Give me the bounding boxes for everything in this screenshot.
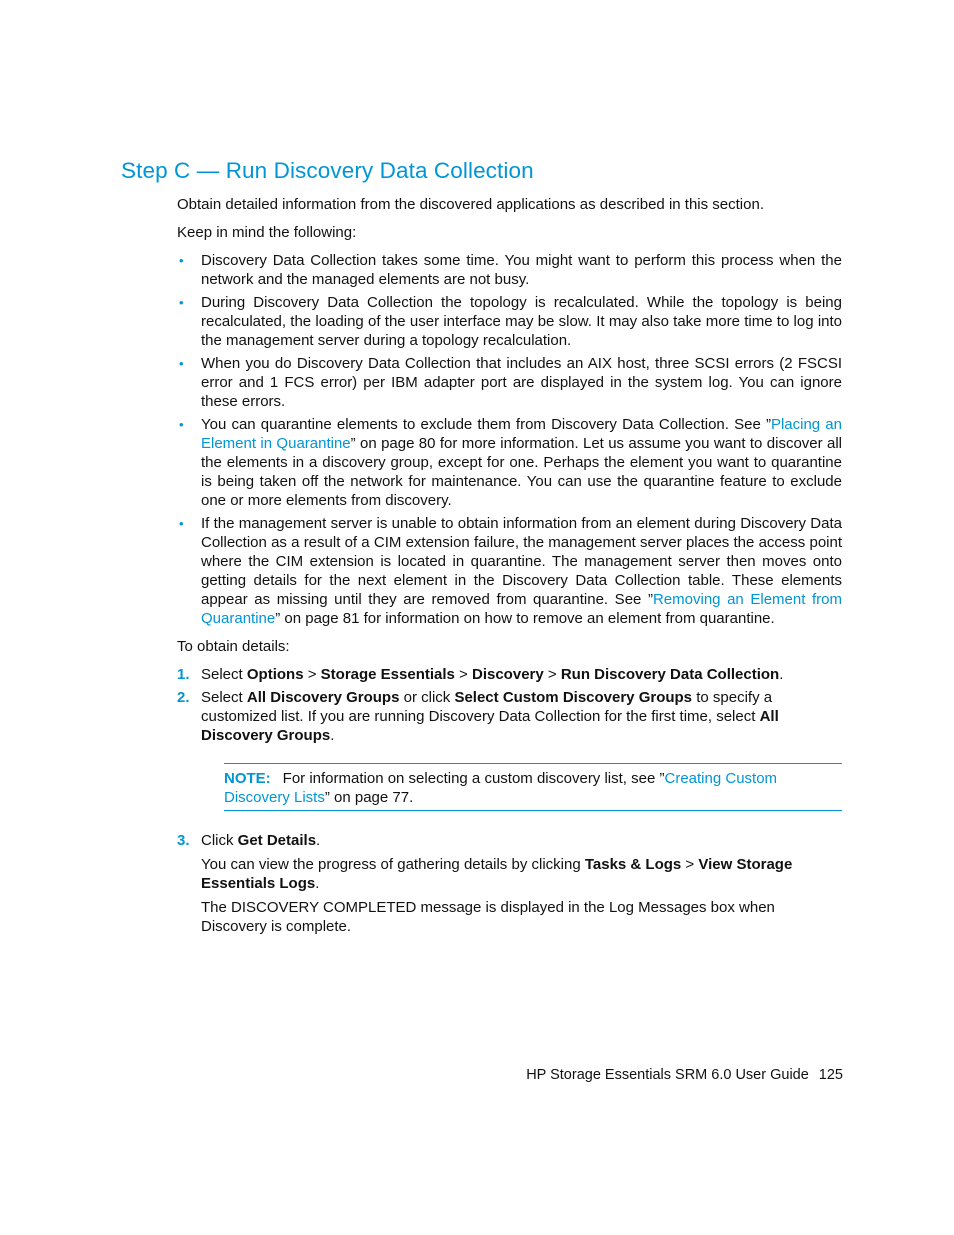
step-text: You can view the progress of gathering details by clicking (201, 856, 581, 873)
to-obtain-paragraph: To obtain details: (177, 638, 290, 655)
menu-run-discovery-data-collection: Run Discovery Data Collection (560, 666, 780, 683)
menu-view-storage-essentials-logs: View Storage Essentials Logs (201, 856, 793, 892)
step-text: to specify a customized list. If you are running Discovery Data Collection for the first time, select (201, 689, 773, 725)
bullet-icon: • (179, 295, 184, 310)
section-body (177, 195, 842, 940)
bullet-icon: • (179, 516, 184, 531)
step-item: 2. Select All Discovery Groups or click Select Custom Discovery Groups to specify a customized list. If you are running Discovery Data Collection for the first time, select All Discovery Groups. (177, 689, 779, 744)
option-all-discovery-groups: All Discovery Groups (201, 708, 779, 744)
step-number: 2. (177, 689, 190, 706)
step-item: 3. Click Get Details. You can view the progress of gathering details by clicking Tasks & Logs > View Storage Essentials Logs. The DISCOVERY COMPLETED message is displayed in the Log Messages box when Discovery is complete. (177, 831, 842, 936)
option-select-custom-discovery-groups: Select Custom Discovery Groups (454, 689, 693, 706)
menu-storage-essentials: Storage Essentials (320, 666, 455, 683)
list-item (177, 415, 842, 510)
placing-element-in-quarantine-link[interactable]: Placing an Element in Quarantine (201, 416, 842, 452)
step-text: or click (403, 689, 451, 706)
option-all-discovery-groups: All Discovery Groups (246, 689, 400, 706)
steps-list-continued (177, 831, 842, 936)
bullet-text-post: ” on page 81 for information on how to remove an element from quarantine. (275, 610, 775, 627)
bullet-text: During Discovery Data Collection the topology is recalculated. While the topology is being recalculated, the loading of the user interface may be slow. It may also take more time to log into the management server during a topology recalculation. (201, 294, 842, 349)
step-subparagraph: The DISCOVERY COMPLETED message is displayed in the Log Messages box when Discovery is complete. (201, 899, 775, 935)
step-text: Click (201, 832, 234, 849)
creating-custom-discovery-lists-link[interactable]: Creating Custom Discovery Lists (224, 770, 778, 806)
menu-options: Options (246, 666, 304, 683)
step-subparagraph: You can view the progress of gathering details by clicking Tasks & Logs > View Storage Essentials Logs. (201, 856, 793, 892)
bullet-text: Discovery Data Collection takes some time. You might want to perform this process when the network and the managed elements are not busy. (201, 252, 842, 288)
page-number: 125 (818, 1067, 843, 1083)
page-footer (526, 1067, 843, 1083)
bullet-icon: • (179, 356, 184, 371)
list-item (177, 354, 842, 411)
note-box (224, 763, 842, 811)
bullet-text-post: ” on page 80 for more information. Let us assume you want to discover all the elements in a discovery group, except for one. Perhaps the element you want to quarantine is being taken off the network for maintenance. You can use the quarantine feature to exclude one or more elements from discovery. (201, 435, 842, 509)
bullet-text-pre: You can quarantine elements to exclude them from Discovery Data Collection. See ” (201, 416, 771, 433)
note-text-pre: For information on selecting a custom discovery list, see ” (282, 770, 665, 787)
steps-list (177, 665, 842, 745)
keep-in-mind-paragraph: Keep in mind the following: (177, 224, 357, 241)
menu-discovery: Discovery (472, 666, 544, 683)
button-get-details: Get Details (237, 832, 317, 849)
menu-tasks-logs: Tasks & Logs (584, 856, 682, 873)
removing-element-from-quarantine-link[interactable]: Removing an Element from Quarantine (201, 591, 842, 627)
bullet-icon: • (179, 417, 184, 432)
note-text-post: ” on page 77. (324, 789, 414, 806)
step-text: Select (201, 666, 243, 683)
intro-paragraph: Obtain detailed information from the discovered applications as described in this section. (177, 196, 764, 213)
step-number: 3. (177, 832, 190, 849)
step-number: 1. (177, 666, 190, 683)
footer-title: HP Storage Essentials SRM 6.0 User Guide (526, 1067, 809, 1083)
bullet-text: When you do Discovery Data Collection that includes an AIX host, three SCSI errors (2 FSCSI error and 1 FCS error) per IBM adapter port are displayed in the system log. You can ignore these errors. (201, 355, 842, 410)
step-text: Select (201, 689, 243, 706)
step-item: 1. Select Options > Storage Essentials > Discovery > Run Discovery Data Collection. (177, 666, 784, 683)
list-item (177, 251, 842, 289)
considerations-list (177, 251, 842, 628)
list-item (177, 514, 842, 628)
note-label: NOTE: (224, 770, 271, 787)
list-item (177, 293, 842, 350)
bullet-icon: • (179, 253, 184, 268)
bullet-text-pre: If the management server is unable to obtain information from an element during Discovery Data Collection as a result of a CIM extension failure, the management server places the access point where the CIM extension is located in quarantine. The management server then moves onto getting details for the next element in the Discovery Data Collection table. These elements appear as missing until they are removed from quarantine. See ” (201, 515, 842, 608)
section-heading: Step C — Run Discovery Data Collection (121, 158, 534, 183)
